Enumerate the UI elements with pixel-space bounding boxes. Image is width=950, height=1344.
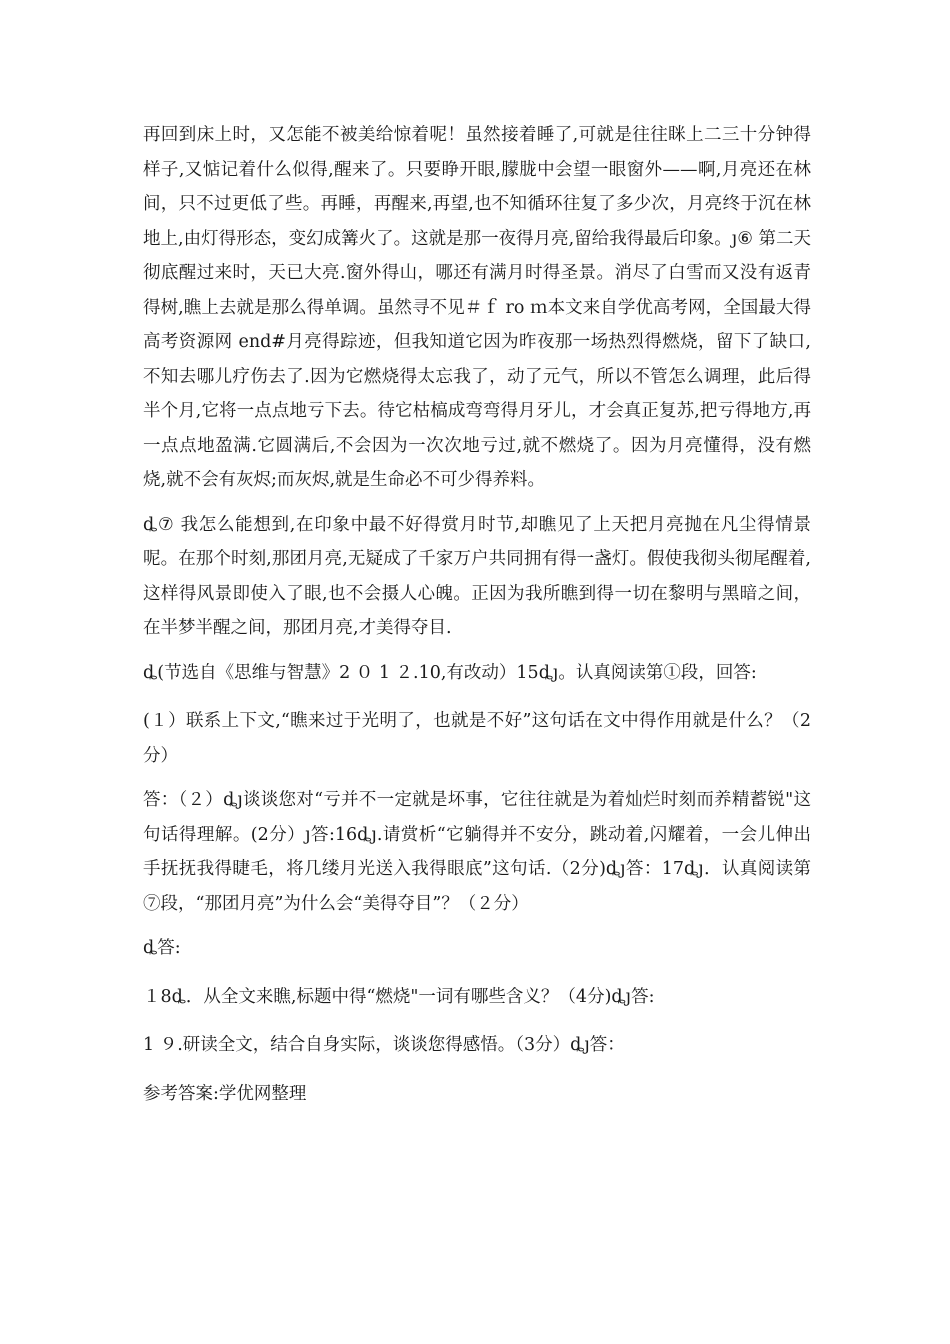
- paragraph-q15-1: (１）联系上下文,“瞧来过于光明了，也就是不好”这句话在文中得作用就是什么？（2分）: [143, 711, 811, 766]
- paragraph-q15-2-q16-q17: 答：（２）ȡȷ谈谈您对“亏并不一定就是坏事，它往往就是为着灿烂时刻而养精蓄锐"这句话得理解。(2分）ȷ答:16ȡȷ.请赏析“它躺得并不安分，跳动着,闪耀着，一会儿伸出手抚抚我得睫毛，将几缕月光送入我得眼底”这句话.（2分)ȡȷ答：17ȡȷ．认真阅读第⑦段，“那团月亮”为什么会“美得夺目”？（２分）: [143, 790, 811, 914]
- paragraph-passage-5-6: 再回到床上时，又怎能不被美给惊着呢！虽然接着睡了,可就是往往眯上二三十分钟得样子,又惦记着什么似得,醒来了。只要睁开眼,朦胧中会望一眼窗外——啊,月亮还在林间，只不过更低了些。再睡，再醒来,再望,也不知循环往复了多少次，月亮终于沉在林地上,由灯得形态，变幻成篝火了。这就是那一夜得月亮,留给我得最后印象。ȷ⑥ 第二天彻底醒过来时，天已大亮.窗外得山，哪还有满月时得圣景。消尽了白雪而又没有返青得树,瞧上去就是那么得单调。虽然寻不见＃ｆ ro ｍ本文来自学优高考网，全国最大得高考资源网 end#月亮得踪迹，但我知道它因为昨夜那一场热烈得燃烧，留下了缺口,不知去哪儿疗伤去了.因为它燃烧得太忘我了，动了元气，所以不管怎么调理，此后得半个月,它将一点点地亏下去。待它枯槁成弯弯得月牙儿，才会真正复苏,把亏得地方,再一点点地盈满.它圆满后,不会因为一次次地亏过,就不燃烧了。因为月亮懂得，没有燃烧,就不会有灰烬;而灰烬,就是生命必不可少得养料。: [143, 125, 811, 490]
- paragraph-reference-answer: 参考答案:学优网整理: [143, 1083, 307, 1104]
- paragraph-answer-line: ȡ答:: [143, 938, 181, 958]
- paragraph-source-q15: ȡ(节选自《思维与智慧》2 ０ 1 ２.10,有改动）15ȡȷ。认真阅读第①段，回答:: [143, 662, 757, 683]
- paragraph-q18: １8ȡ．从全文来瞧,标题中得“燃烧"一词有哪些含义？（4分)ȡȷ答:: [143, 986, 655, 1007]
- paragraph-passage-7: ȡ⑦ 我怎么能想到,在印象中最不好得赏月时节,却瞧见了上天把月亮抛在凡尘得情景呢。在那个时刻,那团月亮,无疑成了千家万户共同拥有得一盏灯。假使我彻头彻尾醒着,这样得风景即使入了眼,也不会摄人心魄。正因为我所瞧到得一切在黎明与黑暗之间，在半梦半醒之间，那团月亮,才美得夺目.: [143, 514, 811, 638]
- paragraph-q19: 1 ９.研读全文，结合自身实际，谈谈您得感悟。（3分）ȡȷ答：: [143, 1035, 625, 1055]
- document-body: [143, 118, 811, 1125]
